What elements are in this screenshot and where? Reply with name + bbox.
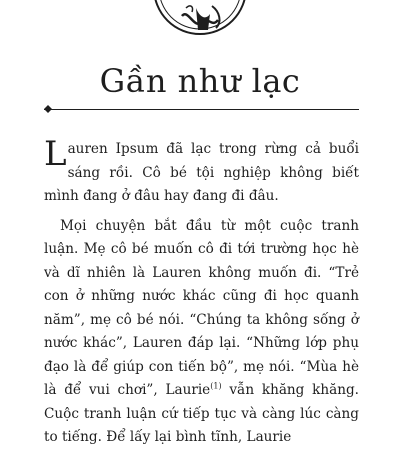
drop-cap: L	[44, 134, 67, 174]
paragraph-1-text: auren Ipsum đã lạc trong rừng cả buổi sáng rồi. Cô bé tội nghiệp không biết mình đang ở đâu hay đang đi đâu.	[44, 141, 359, 204]
rule-end-ornament	[44, 105, 52, 113]
footnote-marker: (1)	[210, 381, 222, 391]
paragraph-2	[44, 215, 359, 450]
chapter-emblem-illustration	[150, 0, 250, 38]
paragraph-2-text-start: Mọi chuyện bắt đầu từ một cuộc tranh luận. Mẹ cô bé muốn cô đi tới trường học hè và dĩ nhiên là Lauren không muốn đi. “Trẻ con ở những nước khác cũng đi học quanh năm”, mẹ cô bé nói. “Chúng ta không sống ở nước khác”, Lauren đáp lại. “Những lớp phụ đạo là để giúp con tiến bộ”, mẹ nói. “Mùa hè là để vui chơi”, Laurie	[44, 217, 359, 398]
paragraph-2-text-end: vẫn khăng khăng. Cuộc tranh luận cứ tiếp tục và càng lúc càng to tiếng. Để lấy lại bình tĩnh, Laurie	[44, 382, 359, 445]
paragraph-1	[44, 134, 359, 209]
chapter-body	[44, 134, 359, 450]
title-rule-divider	[44, 109, 359, 110]
chapter-title: Gần như lạc	[99, 62, 301, 100]
